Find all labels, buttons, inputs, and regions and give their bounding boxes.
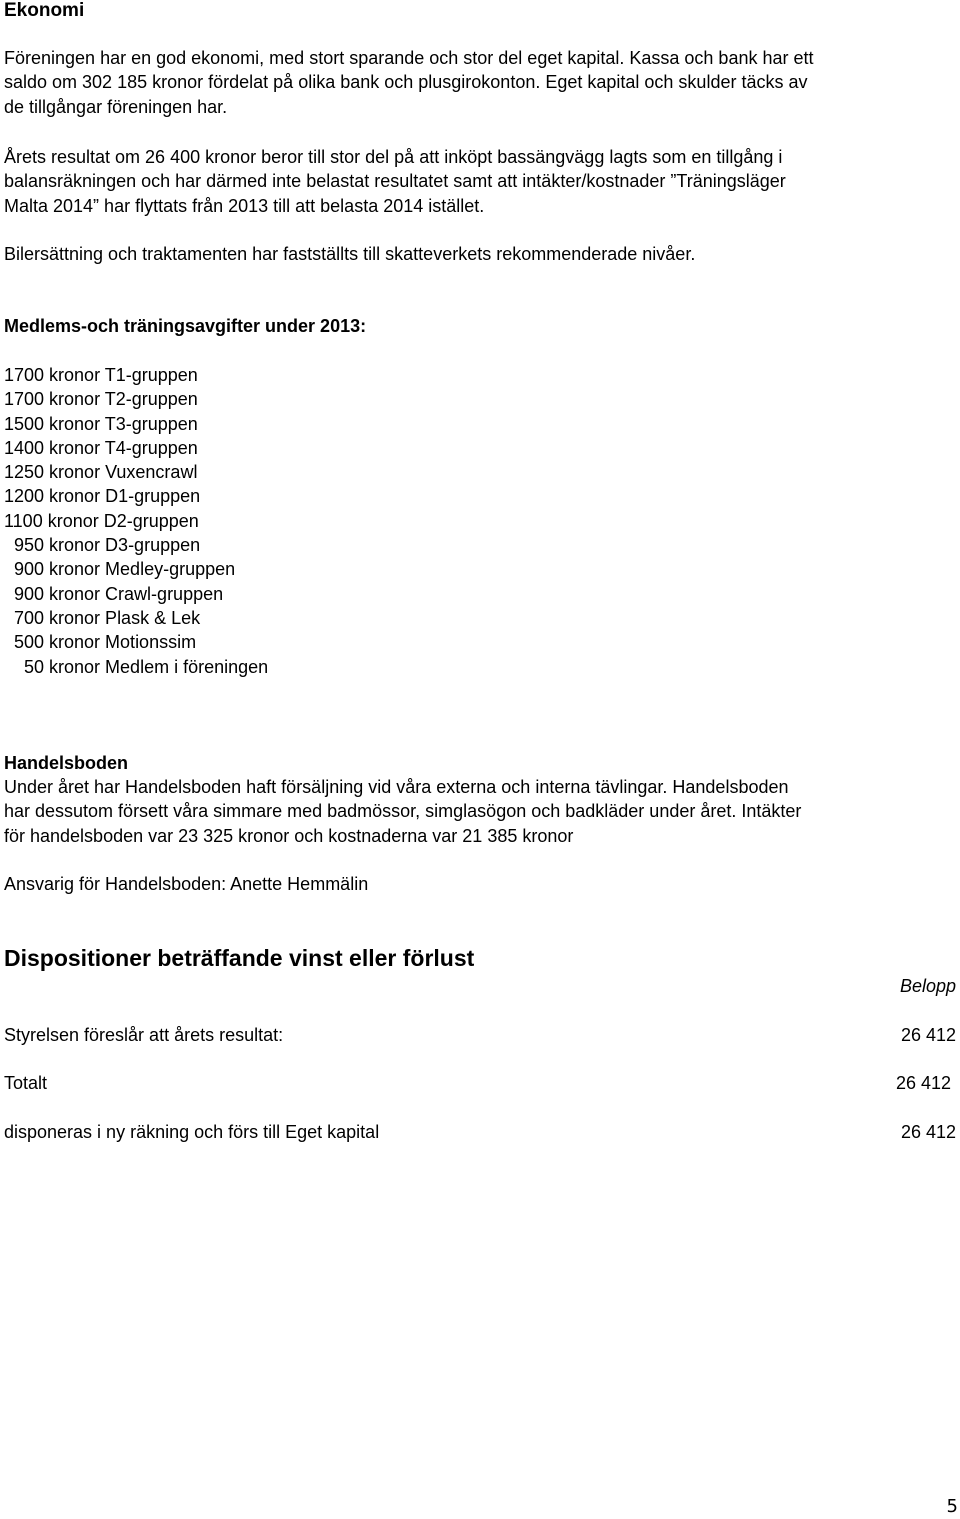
text-line: har dessutom försett våra simmare med badmössor, simglasögon och badkläder under året. Intäkter [4,801,802,822]
fee-item: 1400 kronor T4-gruppen [4,437,198,458]
amount-column-header: Belopp [899,976,956,996]
section-heading-ekonomi: Ekonomi [4,0,85,21]
fee-item: 1250 kronor Vuxencrawl [4,462,198,483]
page-number: 5 [946,1496,958,1517]
handelsboden-paragraph [4,775,801,848]
text-line: Årets resultat om 26 400 kronor beror till stor del på att inköpt bassängvägg lagts som en tillgång i [4,147,783,167]
disposition-row-value: 26 412 [900,1025,956,1045]
handelsboden-responsible: Ansvarig för Handelsboden: Anette Hemmälin [4,874,369,894]
ekonomi-paragraph-2 [4,145,786,218]
ekonomi-paragraph-3: Bilersättning och traktamenten har fastställts till skatteverkets rekommenderade nivåer. [4,244,696,264]
text-line: de tillgångar föreningen har. [4,96,228,117]
section-heading-handelsboden: Handelsboden [4,753,129,773]
fees-heading: Medlems-och träningsavgifter under 2013: [4,316,367,336]
fee-item: 500 kronor Motionssim [4,632,197,653]
fee-item: 1100 kronor D2-gruppen [4,510,199,531]
fee-item: 950 kronor D3-gruppen [4,535,201,556]
fee-item: 1700 kronor T2-gruppen [4,389,198,410]
text-line: saldo om 302 185 kronor fördelat på olika bank och plusgirokonton. Eget kapital och skulder täcks av [4,72,808,93]
fee-item: 900 kronor Crawl-gruppen [4,583,224,604]
fee-item: 700 kronor Plask & Lek [4,607,201,628]
disposition-row-label: Styrelsen föreslår att årets resultat: [4,1025,284,1045]
text-line: balansräkningen och har därmed inte belastat resultatet samt att intäkter/kostnader ”Träningsläger [4,171,786,192]
fee-item: 900 kronor Medley-gruppen [4,559,236,580]
disposition-row-label: disponeras i ny räkning och förs till Eget kapital [4,1122,380,1142]
fees-list [4,363,268,679]
text-line: för handelsboden var 23 325 kronor och kostnaderna var 21 385 kronor [4,825,574,846]
ekonomi-paragraph-1 [4,46,814,119]
text-line: Under året har Handelsboden haft försäljning vid våra externa och interna tävlingar. Handelsboden [4,777,789,797]
text-line: Malta 2014” har flyttats från 2013 till att belasta 2014 istället. [4,195,485,216]
fee-item: 1500 kronor T3-gruppen [4,413,198,434]
disposition-row-label: Totalt [4,1073,48,1093]
disposition-row-value: 26 412 [900,1122,956,1142]
fee-item: 50 kronor Medlem i föreningen [4,656,269,677]
text-line: Föreningen har en god ekonomi, med stort sparande och stor del eget kapital. Kassa och bank har ett [4,48,814,68]
section-heading-dispositioner: Dispositioner beträffande vinst eller förlust [4,945,475,971]
fee-item: 1200 kronor D1-gruppen [4,486,201,507]
disposition-row-value: 26 412 [895,1073,951,1093]
fee-item: 1700 kronor T1-gruppen [4,365,198,385]
